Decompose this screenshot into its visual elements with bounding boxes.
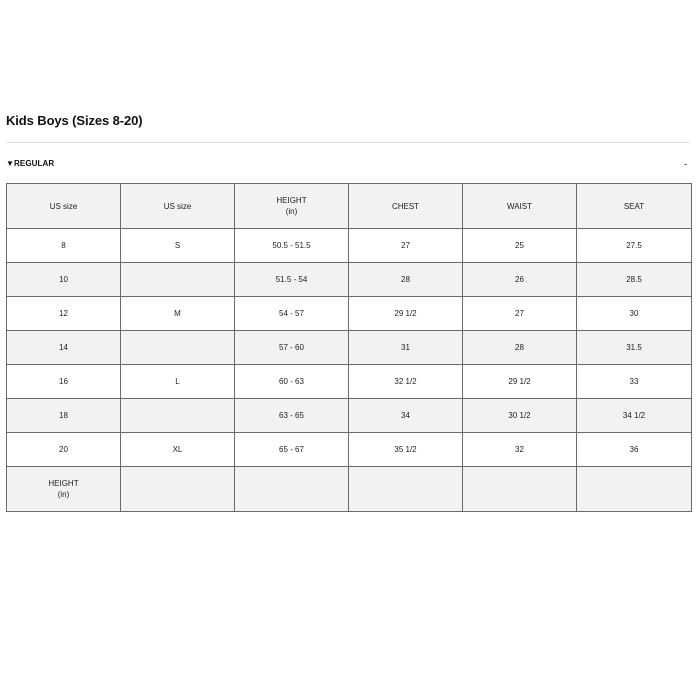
table-cell: 33 <box>577 365 692 399</box>
page-title: Kids Boys (Sizes 8-20) <box>6 113 143 128</box>
header-line: CHEST <box>391 201 420 211</box>
table-cell: 8 <box>7 229 121 263</box>
table-cell: 34 1/2 <box>577 399 692 433</box>
table-cell: 60 - 63 <box>235 365 349 399</box>
table-cell <box>121 399 235 433</box>
table-cell: 28 <box>463 331 577 365</box>
cell-unit: (in) <box>57 490 70 499</box>
table-row <box>7 331 692 365</box>
table-cell <box>121 467 235 512</box>
cell-line: HEIGHT <box>48 479 79 488</box>
header-line: HEIGHT <box>276 196 307 205</box>
table-cell: 12 <box>7 297 121 331</box>
table-cell: 34 <box>349 399 463 433</box>
table-cell: 20 <box>7 433 121 467</box>
table-cell: 27.5 <box>577 229 692 263</box>
table-cell: 32 1/2 <box>349 365 463 399</box>
table-cell: 16 <box>7 365 121 399</box>
table-cell: 27 <box>349 229 463 263</box>
header-unit: (in) <box>285 207 298 216</box>
table-cell <box>463 467 577 512</box>
table-cell: 65 - 67 <box>235 433 349 467</box>
table-cell <box>235 467 349 512</box>
table-row <box>7 297 692 331</box>
table-cell: 25 <box>463 229 577 263</box>
title-divider <box>6 142 690 143</box>
table-cell: 36 <box>577 433 692 467</box>
header-line: US size <box>49 201 78 211</box>
section-header-regular[interactable] <box>6 157 690 171</box>
table-cell: 57 - 60 <box>235 331 349 365</box>
table-cell: 27 <box>463 297 577 331</box>
table-cell: XL <box>121 433 235 467</box>
table-cell <box>121 263 235 297</box>
section-label: REGULAR <box>14 159 55 168</box>
table-cell: 50.5 - 51.5 <box>235 229 349 263</box>
table-cell <box>577 467 692 512</box>
caret-down-icon: ▼ <box>6 159 14 168</box>
table-cell: 30 <box>577 297 692 331</box>
table-cell: L <box>121 365 235 399</box>
table-cell: 35 1/2 <box>349 433 463 467</box>
collapse-toggle[interactable]: - <box>684 159 687 169</box>
table-cell: 28.5 <box>577 263 692 297</box>
table-row <box>7 433 692 467</box>
size-table <box>6 183 692 512</box>
table-cell: 51.5 - 54 <box>235 263 349 297</box>
table-cell: 32 <box>463 433 577 467</box>
table-cell <box>121 331 235 365</box>
column-header-us-size <box>7 184 121 229</box>
table-cell-height-label <box>7 467 121 512</box>
table-cell: 29 1/2 <box>349 297 463 331</box>
table-row <box>7 229 692 263</box>
table-row-height-footer <box>7 467 692 512</box>
header-line: SEAT <box>623 201 645 211</box>
table-cell: 28 <box>349 263 463 297</box>
column-header-seat <box>577 184 692 229</box>
table-cell <box>349 467 463 512</box>
column-header-waist <box>463 184 577 229</box>
table-cell: M <box>121 297 235 331</box>
header-line: WAIST <box>506 201 533 211</box>
table-cell: 63 - 65 <box>235 399 349 433</box>
header-line: US size <box>163 201 192 211</box>
column-header-chest <box>349 184 463 229</box>
table-row <box>7 263 692 297</box>
table-cell: 26 <box>463 263 577 297</box>
table-cell: 31.5 <box>577 331 692 365</box>
column-header-us-size-letter <box>121 184 235 229</box>
table-cell: 10 <box>7 263 121 297</box>
table-cell: 54 - 57 <box>235 297 349 331</box>
table-row <box>7 365 692 399</box>
table-cell: 31 <box>349 331 463 365</box>
table-cell: 30 1/2 <box>463 399 577 433</box>
column-header-height <box>235 184 349 229</box>
table-header-row <box>7 184 692 229</box>
table-cell: 18 <box>7 399 121 433</box>
table-cell: 29 1/2 <box>463 365 577 399</box>
table-cell: 14 <box>7 331 121 365</box>
table-row <box>7 399 692 433</box>
table-cell: S <box>121 229 235 263</box>
